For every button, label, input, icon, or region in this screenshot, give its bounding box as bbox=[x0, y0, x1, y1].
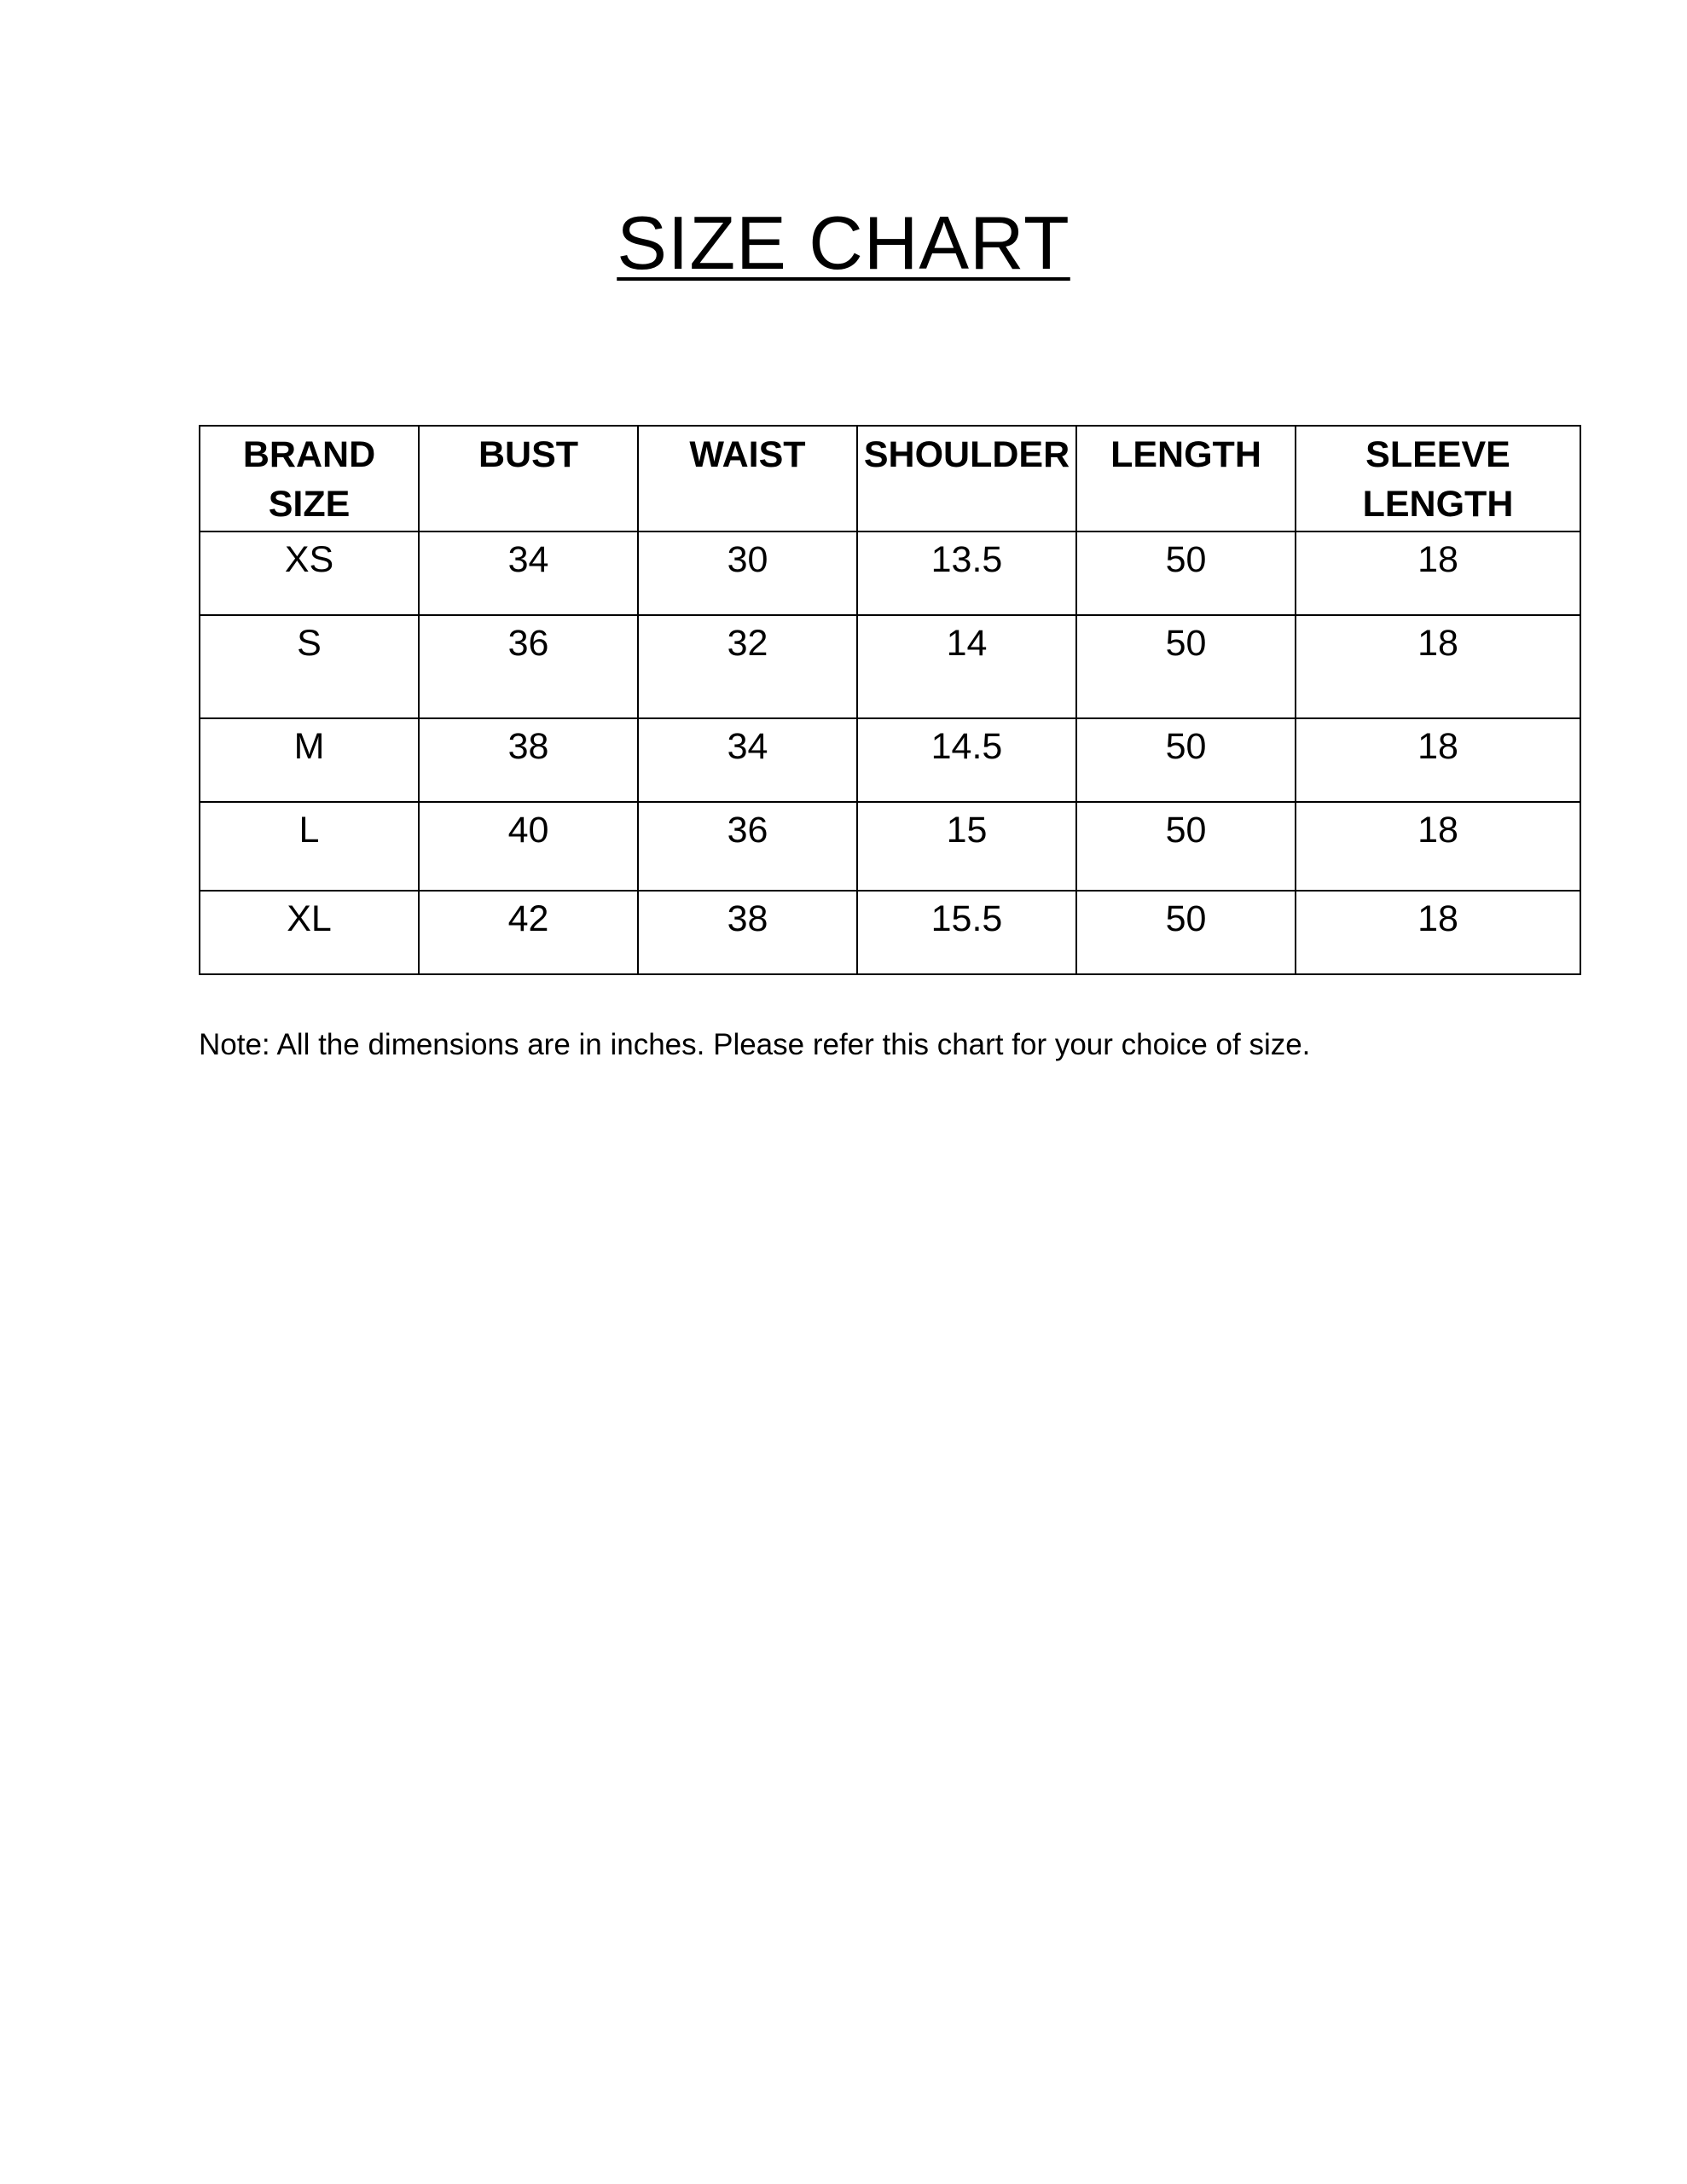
page-title bbox=[0, 198, 1687, 288]
header-length bbox=[1076, 426, 1296, 531]
header-shoulder bbox=[857, 426, 1076, 531]
bust-cell: 42 bbox=[419, 891, 638, 974]
waist-cell: 30 bbox=[638, 531, 857, 615]
size-chart-table bbox=[199, 425, 1581, 975]
shoulder-cell: 15 bbox=[857, 802, 1076, 891]
table-row bbox=[200, 615, 1580, 718]
header-brand-size bbox=[200, 426, 419, 531]
brand-size-cell: XS bbox=[200, 531, 419, 615]
length-cell: 50 bbox=[1076, 531, 1296, 615]
shoulder-cell: 15.5 bbox=[857, 891, 1076, 974]
brand-size-cell: XL bbox=[200, 891, 419, 974]
table-row bbox=[200, 531, 1580, 615]
brand-size-cell: L bbox=[200, 802, 419, 891]
length-cell: 50 bbox=[1076, 891, 1296, 974]
header-label: WAIST bbox=[689, 434, 806, 475]
brand-size-cell: M bbox=[200, 718, 419, 802]
header-sleeve-length bbox=[1296, 426, 1580, 531]
bust-cell: 38 bbox=[419, 718, 638, 802]
waist-cell: 34 bbox=[638, 718, 857, 802]
waist-cell: 32 bbox=[638, 615, 857, 718]
brand-size-cell: S bbox=[200, 615, 419, 718]
sleeve-length-cell: 18 bbox=[1296, 531, 1580, 615]
waist-cell: 36 bbox=[638, 802, 857, 891]
length-cell: 50 bbox=[1076, 802, 1296, 891]
header-label: LENGTH bbox=[1362, 484, 1514, 525]
dimensions-note: Note: All the dimensions are in inches. Please refer this chart for your choice of size. bbox=[199, 1028, 1311, 1061]
header-bust bbox=[419, 426, 638, 531]
sleeve-length-cell: 18 bbox=[1296, 718, 1580, 802]
header-label: SLEEVE bbox=[1365, 434, 1510, 475]
shoulder-cell: 14.5 bbox=[857, 718, 1076, 802]
table-row bbox=[200, 718, 1580, 802]
waist-cell: 38 bbox=[638, 891, 857, 974]
table-row bbox=[200, 891, 1580, 974]
header-label: LENGTH bbox=[1110, 434, 1261, 475]
header-waist bbox=[638, 426, 857, 531]
bust-cell: 34 bbox=[419, 531, 638, 615]
header-label: BUST bbox=[478, 434, 579, 475]
sleeve-length-cell: 18 bbox=[1296, 615, 1580, 718]
shoulder-cell: 13.5 bbox=[857, 531, 1076, 615]
shoulder-cell: 14 bbox=[857, 615, 1076, 718]
table-header-row bbox=[200, 426, 1580, 531]
page-title-text: SIZE CHART bbox=[617, 200, 1070, 285]
length-cell: 50 bbox=[1076, 718, 1296, 802]
length-cell: 50 bbox=[1076, 615, 1296, 718]
sleeve-length-cell: 18 bbox=[1296, 891, 1580, 974]
header-label: SIZE bbox=[268, 484, 351, 525]
sleeve-length-cell: 18 bbox=[1296, 802, 1580, 891]
header-label: SHOULDER bbox=[863, 434, 1070, 475]
bust-cell: 40 bbox=[419, 802, 638, 891]
bust-cell: 36 bbox=[419, 615, 638, 718]
table-row bbox=[200, 802, 1580, 891]
header-label: BRAND bbox=[242, 434, 376, 475]
